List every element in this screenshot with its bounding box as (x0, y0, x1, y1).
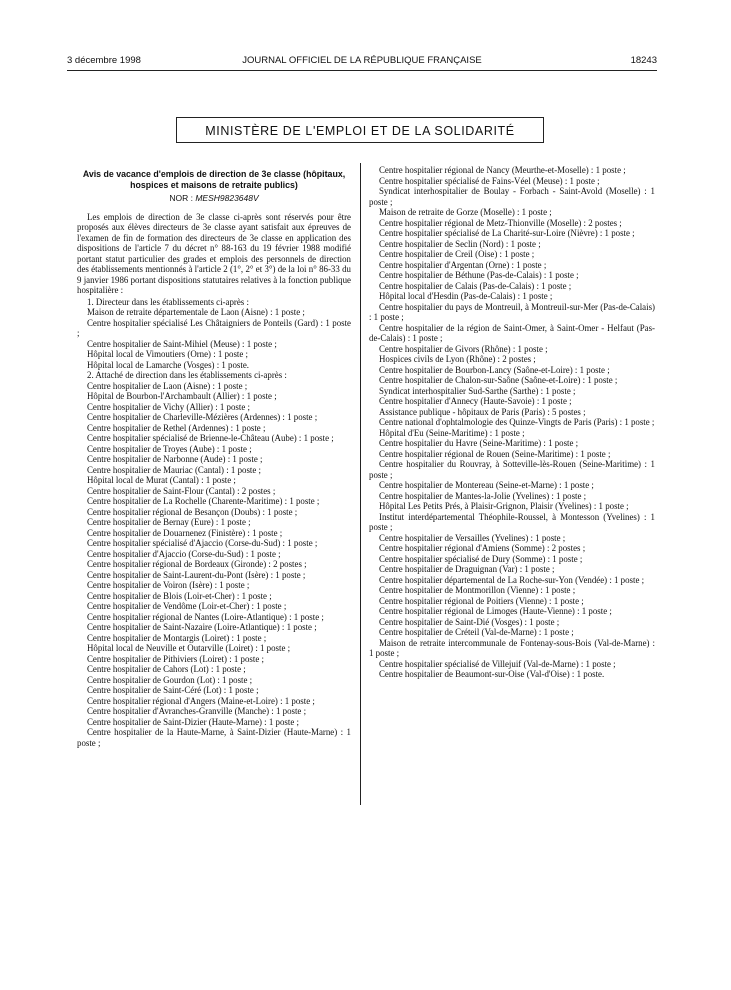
list-item: Centre hospitalier régional de Poitiers (Vienne) : 1 poste ; (379, 595, 584, 606)
list-item: Syndicat interhospitalier de Boulay - Forbach - Saint-Avold (Moselle) : 1 poste ; (369, 186, 655, 207)
list-item: 1. Directeur dans les établissements ci-après : (87, 296, 249, 307)
list-item: Centre hospitalier spécialisé Les Châtaigniers de Ponteils (Gard) : 1 poste ; (77, 317, 351, 338)
list-item: Centre hospitalier de Montmorillon (Vienne) : 1 poste ; (379, 585, 576, 595)
list-item: Hôpital local de Lamarche (Vosges) : 1 poste. (87, 359, 250, 370)
list-item: Centre hospitalier de Bernay (Eure) : 1 poste ; (87, 517, 251, 527)
list-item: Centre hospitalier de Troyes (Aube) : 1 poste ; (87, 443, 252, 454)
list-item: Centre hospitalier de Douarnenez (Finistère) : 1 poste ; (87, 527, 283, 538)
list-item: Centre hospitalier départemental de La Roche-sur-Yon (Vendée) : 1 poste ; (379, 574, 645, 585)
notice-title: Avis de vacance d'emplois de direction de 3e classe (hôpitaux, hospices et maisons de retraite publics) (82, 169, 346, 190)
list-item: Centre hospitalier de Versailles (Yvelines) : 1 poste ; (379, 532, 566, 543)
list-item: Centre hospitalier spécialisé de Dury (Somme) : 1 poste ; (379, 553, 583, 564)
left-post-list (77, 297, 351, 749)
list-item: Assistance publique - hôpitaux de Paris (Paris) : 5 postes ; (379, 406, 586, 417)
list-item: Centre hospitalier de Pithiviers (Loiret) : 1 poste ; (87, 653, 264, 664)
list-item: Centre hospitalier de Blois (Loir-et-Cher) : 1 poste ; (87, 590, 272, 601)
list-item: Centre hospitalier de Créteil (Val-de-Marne) : 1 poste ; (379, 627, 574, 637)
notice-intro: Les emplois de direction de 3e classe ci-après sont réservés pour être proposés aux élèves directeurs de 3e classe ayant satisfait aux épreuves de l'examen de fin de formation des directeurs de 3e classe en application des dispositions de l'article 7 du décret n° 88-163 du 19 février 1988 modifié portant statut particulier des grades et emplois des personnels de direction des établissements mentionnés à l'article 2 (1°, 2° et 3°) de la loi n° 86-33 du 9 janvier 1986 portant dispositions statutaires relatives à la fonction publique hospitalière : (77, 211, 351, 295)
header-date: 3 décembre 1998 (67, 55, 141, 66)
list-item: Hôpital local de Vimoutiers (Orne) : 1 poste ; (87, 349, 248, 359)
list-item: Centre hospitalier du pays de Montreuil, à Montreuil-sur-Mer (Pas-de-Calais) : 1 poste ; (369, 301, 655, 322)
list-item: Centre hospitalier de Montargis (Loiret) : 1 poste ; (87, 632, 267, 643)
list-item: Centre hospitalier de Gourdon (Lot) : 1 poste ; (87, 674, 253, 685)
list-item: Centre hospitalier de Vendôme (Loir-et-Cher) : 1 poste ; (87, 601, 287, 611)
list-item: Centre hospitalier de Givors (Rhône) : 1 poste ; (379, 343, 548, 354)
column-divider (360, 163, 361, 805)
list-item: Hôpital local de Neuville et Outarville (Loiret) : 1 poste ; (87, 643, 291, 653)
list-item: Centre hospitalier de Laon (Aisne) : 1 poste ; (87, 380, 248, 391)
list-item: Centre hospitalier de la région de Saint-Omer, à Saint-Omer - Helfaut (Pas-de-Calais) : 1 poste ; (369, 322, 655, 343)
list-item: Maison de retraite départementale de Laon (Aisne) : 1 poste ; (87, 307, 305, 317)
list-item: Hôpital de Bourbon-l'Archambault (Allier) : 1 poste ; (87, 391, 277, 401)
list-item: Centre hospitalier de Seclin (Nord) : 1 poste ; (379, 238, 541, 249)
list-item: Centre hospitalier de Saint-Céré (Lot) : 1 poste ; (87, 685, 259, 695)
nor-label: NOR : (169, 193, 193, 203)
list-item: Hospices civils de Lyon (Rhône) : 2 postes ; (379, 354, 536, 364)
list-item: Centre hospitalier de Vichy (Allier) : 1 poste ; (87, 401, 250, 412)
list-item: Centre hospitalier de Saint-Nazaire (Loire-Atlantique) : 1 poste ; (87, 622, 317, 632)
list-item: Centre hospitalier de Draguignan (Var) : 1 poste ; (379, 564, 555, 574)
list-item: Centre hospitalier de Montereau (Seine-et-Marne) : 1 poste ; (379, 480, 594, 490)
list-item: Centre hospitalier de Mauriac (Cantal) : 1 poste ; (87, 464, 261, 475)
list-item: Centre hospitalier de Chalon-sur-Saône (Saône-et-Loire) : 1 poste ; (379, 375, 618, 385)
list-item: Centre hospitalier spécialisé d'Ajaccio (Corse-du-Sud) : 1 poste ; (87, 538, 318, 548)
right-column (369, 165, 655, 680)
list-item: Centre hospitalier de Creil (Oise) : 1 poste ; (379, 249, 535, 259)
nor-code: MESH9823648V (195, 193, 259, 203)
list-item: Centre hospitalier de La Rochelle (Charente-Maritime) : 1 poste ; (87, 496, 320, 506)
header-page-number: 18243 (630, 55, 657, 66)
ministry-title-box: MINISTÈRE DE L'EMPLOI ET DE LA SOLIDARITÉ (176, 117, 544, 143)
list-item: Centre hospitalier régional de Nantes (Loire-Atlantique) : 1 poste ; (87, 611, 324, 622)
list-item: Centre hospitalier d'Argentan (Orne) : 1 poste ; (379, 259, 547, 270)
list-item: Centre hospitalier du Rouvray, à Sotteville-lès-Rouen (Seine-Maritime) : 1 poste ; (369, 459, 655, 480)
list-item: Centre hospitalier du Havre (Seine-Maritime) : 1 poste ; (379, 438, 579, 448)
list-item: Centre hospitalier de Cahors (Lot) : 1 poste ; (87, 664, 246, 674)
list-item: Centre hospitalier de Narbonne (Aude) : 1 poste ; (87, 454, 263, 464)
list-item: Centre hospitalier de Saint-Dizier (Haute-Marne) : 1 poste ; (87, 716, 299, 727)
list-item: Centre hospitalier régional d'Angers (Maine-et-Loire) : 1 poste ; (87, 695, 315, 706)
list-item: Centre hospitalier de Saint-Laurent-du-Pont (Isère) : 1 poste ; (87, 569, 306, 580)
list-item: Hôpital local d'Hesdin (Pas-de-Calais) : 1 poste ; (379, 291, 553, 301)
list-item: Centre hospitalier spécialisé de Brienne-le-Château (Aube) : 1 poste ; (87, 433, 334, 443)
list-item: Centre hospitalier de Rethel (Ardennes) : 1 poste ; (87, 422, 266, 433)
list-item: Maison de retraite intercommunale de Fontenay-sous-Bois (Val-de-Marne) : 1 poste ; (369, 637, 655, 658)
header-journal-title: JOURNAL OFFICIEL DE LA RÉPUBLIQUE FRANÇAISE (242, 55, 482, 66)
list-item: Centre hospitalier d'Annecy (Haute-Savoie) : 1 poste ; (379, 396, 572, 406)
list-item: Hôpital d'Eu (Seine-Maritime) : 1 poste ; (379, 427, 525, 438)
list-item: Centre hospitalier régional de Rouen (Seine-Maritime) : 1 poste ; (379, 448, 611, 459)
list-item: Centre hospitalier spécialisé de Villejuif (Val-de-Marne) : 1 poste ; (379, 658, 616, 669)
list-item: Centre hospitalier de Béthune (Pas-de-Calais) : 1 poste ; (379, 270, 579, 280)
list-item: Centre hospitalier spécialisé de Fains-Véel (Meuse) : 1 poste ; (379, 175, 600, 186)
list-item: Centre hospitalier de Voiron (Isère) : 1 poste ; (87, 580, 250, 590)
header-rule (67, 70, 657, 71)
list-item: Institut interdépartemental Théophile-Roussel, à Montesson (Yvelines) : 1 poste ; (369, 511, 655, 532)
list-item: Syndicat interhospitalier Sud-Sarthe (Sarthe) : 1 poste ; (379, 385, 576, 396)
list-item: Centre hospitalier régional de Besançon (Doubs) : 1 poste ; (87, 506, 298, 517)
list-item: Centre hospitalier régional de Bordeaux (Gironde) : 2 postes ; (87, 559, 307, 569)
list-item: Centre hospitalier de Bourbon-Lancy (Saône-et-Loire) : 1 poste ; (379, 364, 610, 375)
list-item: Centre hospitalier de Calais (Pas-de-Calais) : 1 poste ; (379, 280, 572, 291)
list-item: Centre hospitalier de Saint-Mihiel (Meuse) : 1 poste ; (87, 338, 277, 349)
list-item: Maison de retraite de Gorze (Moselle) : 1 poste ; (379, 207, 552, 217)
list-item: Centre hospitalier régional de Nancy (Meurthe-et-Moselle) : 1 poste ; (379, 165, 626, 175)
list-item: Centre hospitalier spécialisé de La Charité-sur-Loire (Nièvre) : 1 poste ; (379, 228, 635, 238)
list-item: Centre hospitalier régional d'Amiens (Somme) : 2 postes ; (379, 543, 586, 553)
list-item: Centre hospitalier de Saint-Dié (Vosges) : 1 poste ; (379, 616, 560, 627)
list-item: Centre hospitalier régional de Limoges (Haute-Vienne) : 1 poste ; (379, 606, 612, 616)
list-item: Centre hospitalier d'Avranches-Granville (Manche) : 1 poste ; (87, 706, 307, 716)
list-item: 2. Attaché de direction dans les établissements ci-après : (87, 370, 287, 380)
nor-reference (77, 193, 351, 204)
page-header (67, 55, 657, 71)
list-item: Centre hospitalier de Mantes-la-Jolie (Yvelines) : 1 poste ; (379, 490, 587, 501)
list-item: Centre hospitalier de Charleville-Mézières (Ardennes) : 1 poste ; (87, 412, 318, 422)
list-item: Centre hospitalier d'Ajaccio (Corse-du-Sud) : 1 poste ; (87, 548, 281, 559)
list-item: Hôpital Les Petits Prés, à Plaisir-Grignon, Plaisir (Yvelines) : 1 poste ; (379, 501, 629, 511)
list-item: Centre hospitalier de la Haute-Marne, à Saint-Dizier (Haute-Marne) : 1 poste ; (77, 727, 351, 748)
left-column (77, 165, 351, 748)
right-post-list (369, 165, 655, 680)
list-item: Centre national d'ophtalmologie des Quinze-Vingts de Paris (Paris) : 1 poste ; (379, 417, 655, 427)
list-item: Centre hospitalier de Saint-Flour (Cantal) : 2 postes ; (87, 485, 276, 496)
list-item: Centre hospitalier régional de Metz-Thionville (Moselle) : 2 postes ; (379, 217, 622, 228)
list-item: Hôpital local de Murat (Cantal) : 1 poste ; (87, 475, 236, 485)
list-item: Centre hospitalier de Beaumont-sur-Oise (Val-d'Oise) : 1 poste. (379, 669, 605, 679)
